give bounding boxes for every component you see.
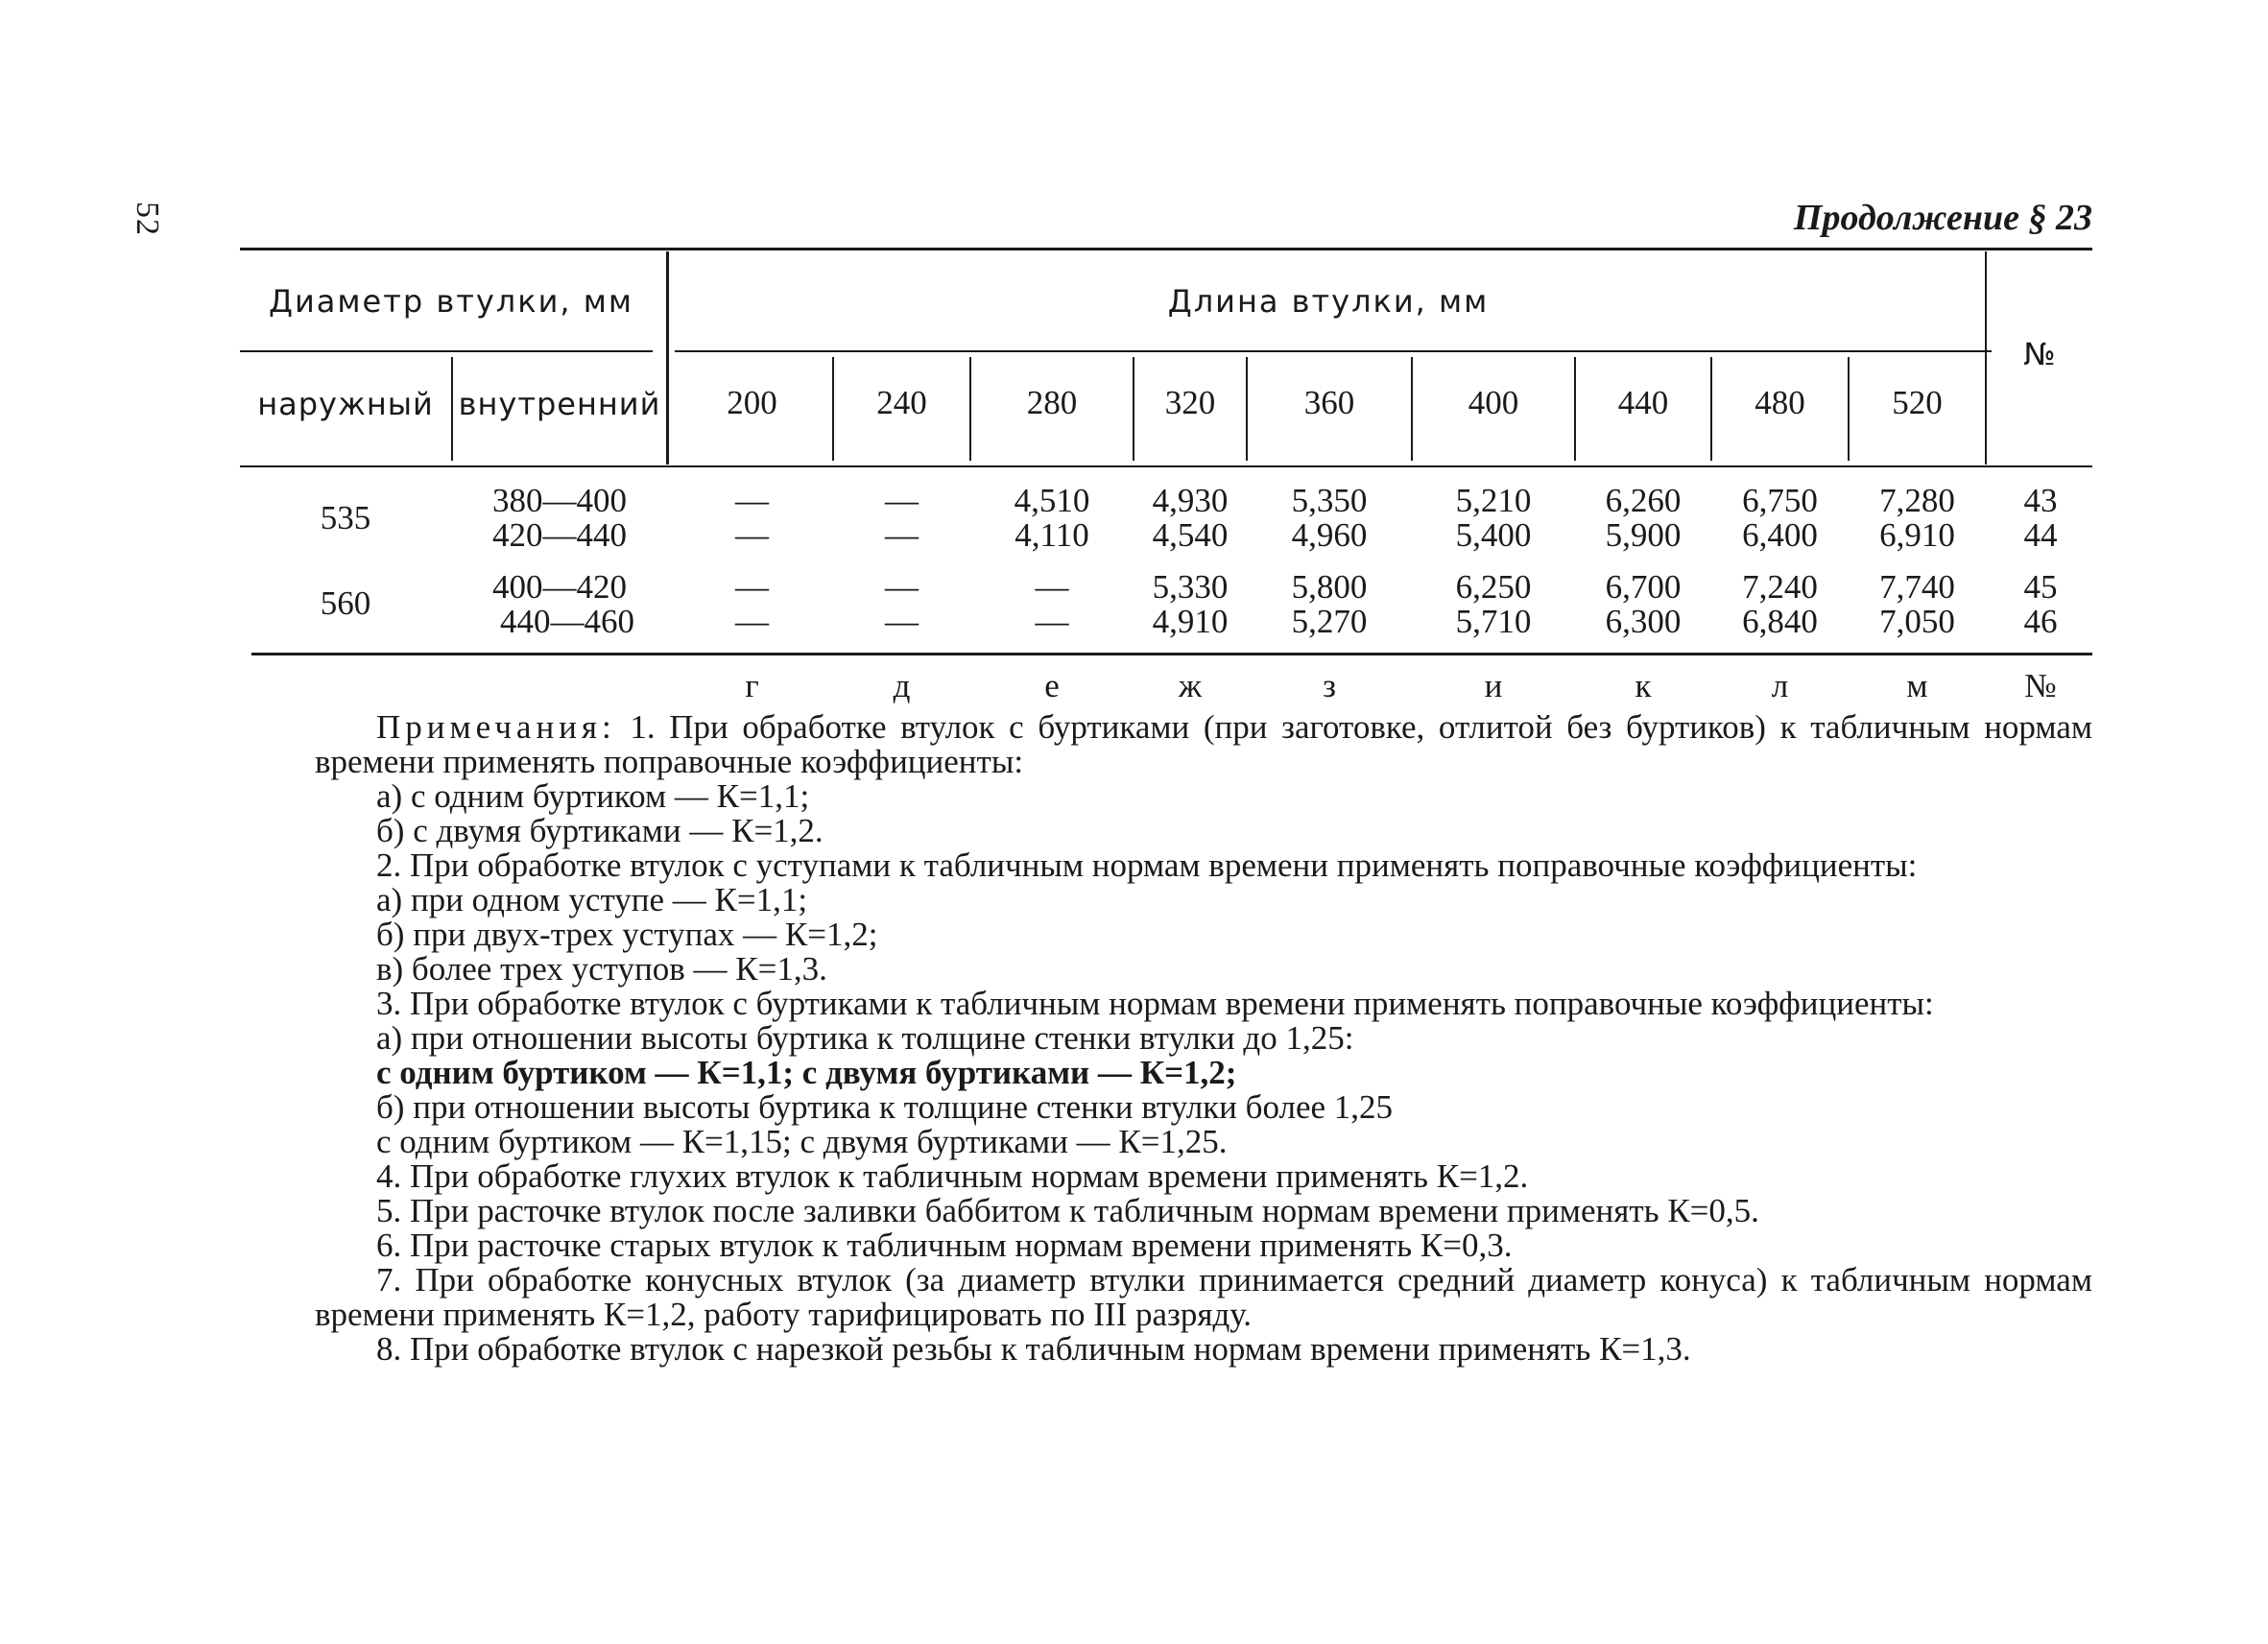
header-length-360: 360 bbox=[1303, 384, 1355, 421]
note-4: 4. При обработке глухих втулок к табличным нормам времени применять К=1,2. bbox=[376, 1157, 1529, 1195]
column-letter: е bbox=[1044, 667, 1060, 704]
vrule-diameter-length bbox=[666, 251, 669, 465]
cell-value: 5,350 bbox=[1291, 482, 1368, 519]
header-bottom-rule bbox=[240, 465, 2092, 467]
cell-value: 6,260 bbox=[1605, 482, 1682, 519]
cell-value: 6,300 bbox=[1605, 603, 1682, 640]
cell-value: — bbox=[885, 568, 919, 606]
header-length: Длина втулки, мм bbox=[1167, 283, 1490, 320]
column-letter: ж bbox=[1178, 667, 1203, 704]
note-3-b2: с одним буртиком — К=1,15; с двумя буртиками — К=1,25. bbox=[376, 1123, 1228, 1160]
inner-range: 420—440 bbox=[492, 516, 627, 554]
cell-value: 6,750 bbox=[1742, 482, 1818, 519]
cell-value: 5,330 bbox=[1152, 568, 1229, 606]
cell-value: 7,240 bbox=[1742, 568, 1818, 606]
note-3-a: а) при отношении высоты буртика к толщине стенки втулки до 1,25: bbox=[376, 1019, 1354, 1057]
cell-value: 5,800 bbox=[1291, 568, 1368, 606]
cell-value: 7,280 bbox=[1879, 482, 1955, 519]
vrule-length-number bbox=[1985, 251, 1987, 465]
cell-value: 5,400 bbox=[1455, 516, 1532, 554]
note-3: 3. При обработке втулок с буртиками к табличным нормам времени применять поправочные коэффициенты: bbox=[376, 985, 1934, 1022]
cell-value: 6,400 bbox=[1742, 516, 1818, 554]
row-number: 44 bbox=[2023, 516, 2058, 554]
header-length-480: 480 bbox=[1755, 384, 1805, 421]
header-number: № bbox=[2023, 336, 2058, 372]
header-length-440: 440 bbox=[1617, 384, 1669, 421]
header-length-400: 400 bbox=[1468, 384, 1519, 421]
notes bbox=[315, 710, 2092, 1367]
column-letter: з bbox=[1323, 667, 1336, 704]
note-6: 6. При расточке старых втулок к табличным нормам времени применять К=0,3. bbox=[376, 1227, 1513, 1264]
note-3-a2: с одним буртиком — К=1,1; с двумя буртиками — К=1,2; bbox=[376, 1054, 1237, 1091]
header-length-320: 320 bbox=[1164, 384, 1216, 421]
header-length-240: 240 bbox=[876, 384, 927, 421]
header-inner: внутренний bbox=[458, 386, 661, 422]
cell-value: 5,900 bbox=[1605, 516, 1682, 554]
outer-535: 535 bbox=[320, 499, 371, 536]
row-number: 46 bbox=[2023, 603, 2058, 640]
inner-range: 440—460 bbox=[500, 603, 634, 640]
column-letter: м bbox=[1906, 667, 1928, 704]
cell-value: — bbox=[735, 603, 769, 640]
note-7: 7. При обработке конусных втулок (за диаметр втулки принимается средний диаметр конуса) к табличным нормам времени применять К=1,2, работу тарифицировать по III разряду. bbox=[315, 1261, 2092, 1333]
note-8: 8. При обработке втулок с нарезкой резьбы к табличным нормам времени применять К=1,3. bbox=[376, 1330, 1691, 1368]
cell-value: 4,510 bbox=[1014, 482, 1090, 519]
header-outer: наружный bbox=[257, 386, 434, 422]
column-letter: № bbox=[2024, 667, 2057, 704]
cell-value: 4,910 bbox=[1152, 603, 1229, 640]
note-1 bbox=[315, 710, 2092, 779]
note-1-text: 1. При обработке втулок с буртиками (при заготовке, отлитой без буртиков) к табличным нормам времени применять поправочные коэффициенты: bbox=[315, 708, 2092, 780]
cell-value: — bbox=[885, 482, 919, 519]
header-divider-left bbox=[240, 350, 653, 352]
cell-value: 5,270 bbox=[1291, 603, 1368, 640]
inner-range: 380—400 bbox=[492, 482, 627, 519]
row-number: 43 bbox=[2023, 482, 2058, 519]
cell-value: 4,540 bbox=[1152, 516, 1229, 554]
continuation-title: Продолжение § 23 bbox=[1793, 198, 2092, 238]
cell-value: — bbox=[735, 516, 769, 554]
column-letter: г bbox=[745, 667, 759, 704]
inner-range: 400—420 bbox=[492, 568, 627, 606]
note-2-b: б) при двух-трех уступах — К=1,2; bbox=[376, 916, 878, 953]
outer-560: 560 bbox=[320, 584, 371, 622]
cell-value: — bbox=[885, 516, 919, 554]
notes-title: Примечания: bbox=[376, 708, 616, 746]
cell-value: 6,250 bbox=[1455, 568, 1532, 606]
cell-value: 7,740 bbox=[1879, 568, 1955, 606]
note-2-c: в) более трех уступов — К=1,3. bbox=[376, 950, 827, 988]
cell-value: — bbox=[735, 482, 769, 519]
cell-value: 6,700 bbox=[1605, 568, 1682, 606]
cell-value: 5,210 bbox=[1455, 482, 1532, 519]
note-1-a: а) с одним буртиком — К=1,1; bbox=[376, 777, 810, 815]
cell-value: — bbox=[1035, 568, 1069, 606]
table-bottom-rule bbox=[251, 653, 2092, 655]
cell-value: — bbox=[735, 568, 769, 606]
cell-value: 4,960 bbox=[1291, 516, 1368, 554]
note-2: 2. При обработке втулок с уступами к табличным нормам времени применять поправочные коэффициенты: bbox=[376, 846, 1918, 884]
column-letter: к bbox=[1635, 667, 1652, 704]
cell-value: 5,710 bbox=[1455, 603, 1532, 640]
page-number: 52 bbox=[130, 202, 165, 236]
row-number: 45 bbox=[2023, 568, 2058, 606]
cell-value: — bbox=[1035, 603, 1069, 640]
header-length-520: 520 bbox=[1892, 384, 1943, 421]
header-length-280: 280 bbox=[1026, 384, 1078, 421]
note-2-a: а) при одном уступе — К=1,1; bbox=[376, 881, 808, 918]
cell-value: 6,840 bbox=[1742, 603, 1818, 640]
cell-value: 6,910 bbox=[1879, 516, 1955, 554]
note-3-b: б) при отношении высоты буртика к толщине стенки втулки более 1,25 bbox=[376, 1088, 1394, 1126]
header-divider-right bbox=[675, 350, 1992, 352]
column-letter: л bbox=[1771, 667, 1789, 704]
note-1-b: б) с двумя буртиками — К=1,2. bbox=[376, 812, 824, 849]
header-length-200: 200 bbox=[727, 384, 777, 421]
header-diameter: Диаметр втулки, мм bbox=[269, 283, 633, 320]
column-letter: д bbox=[893, 667, 911, 704]
cell-value: 4,930 bbox=[1152, 482, 1229, 519]
table-top-rule bbox=[240, 248, 2092, 250]
cell-value: — bbox=[885, 603, 919, 640]
cell-value: 7,050 bbox=[1879, 603, 1955, 640]
note-5: 5. При расточке втулок после заливки баббитом к табличным нормам времени применять К=0,5. bbox=[376, 1192, 1759, 1229]
column-letter: и bbox=[1484, 667, 1503, 704]
cell-value: 4,110 bbox=[1015, 516, 1089, 554]
